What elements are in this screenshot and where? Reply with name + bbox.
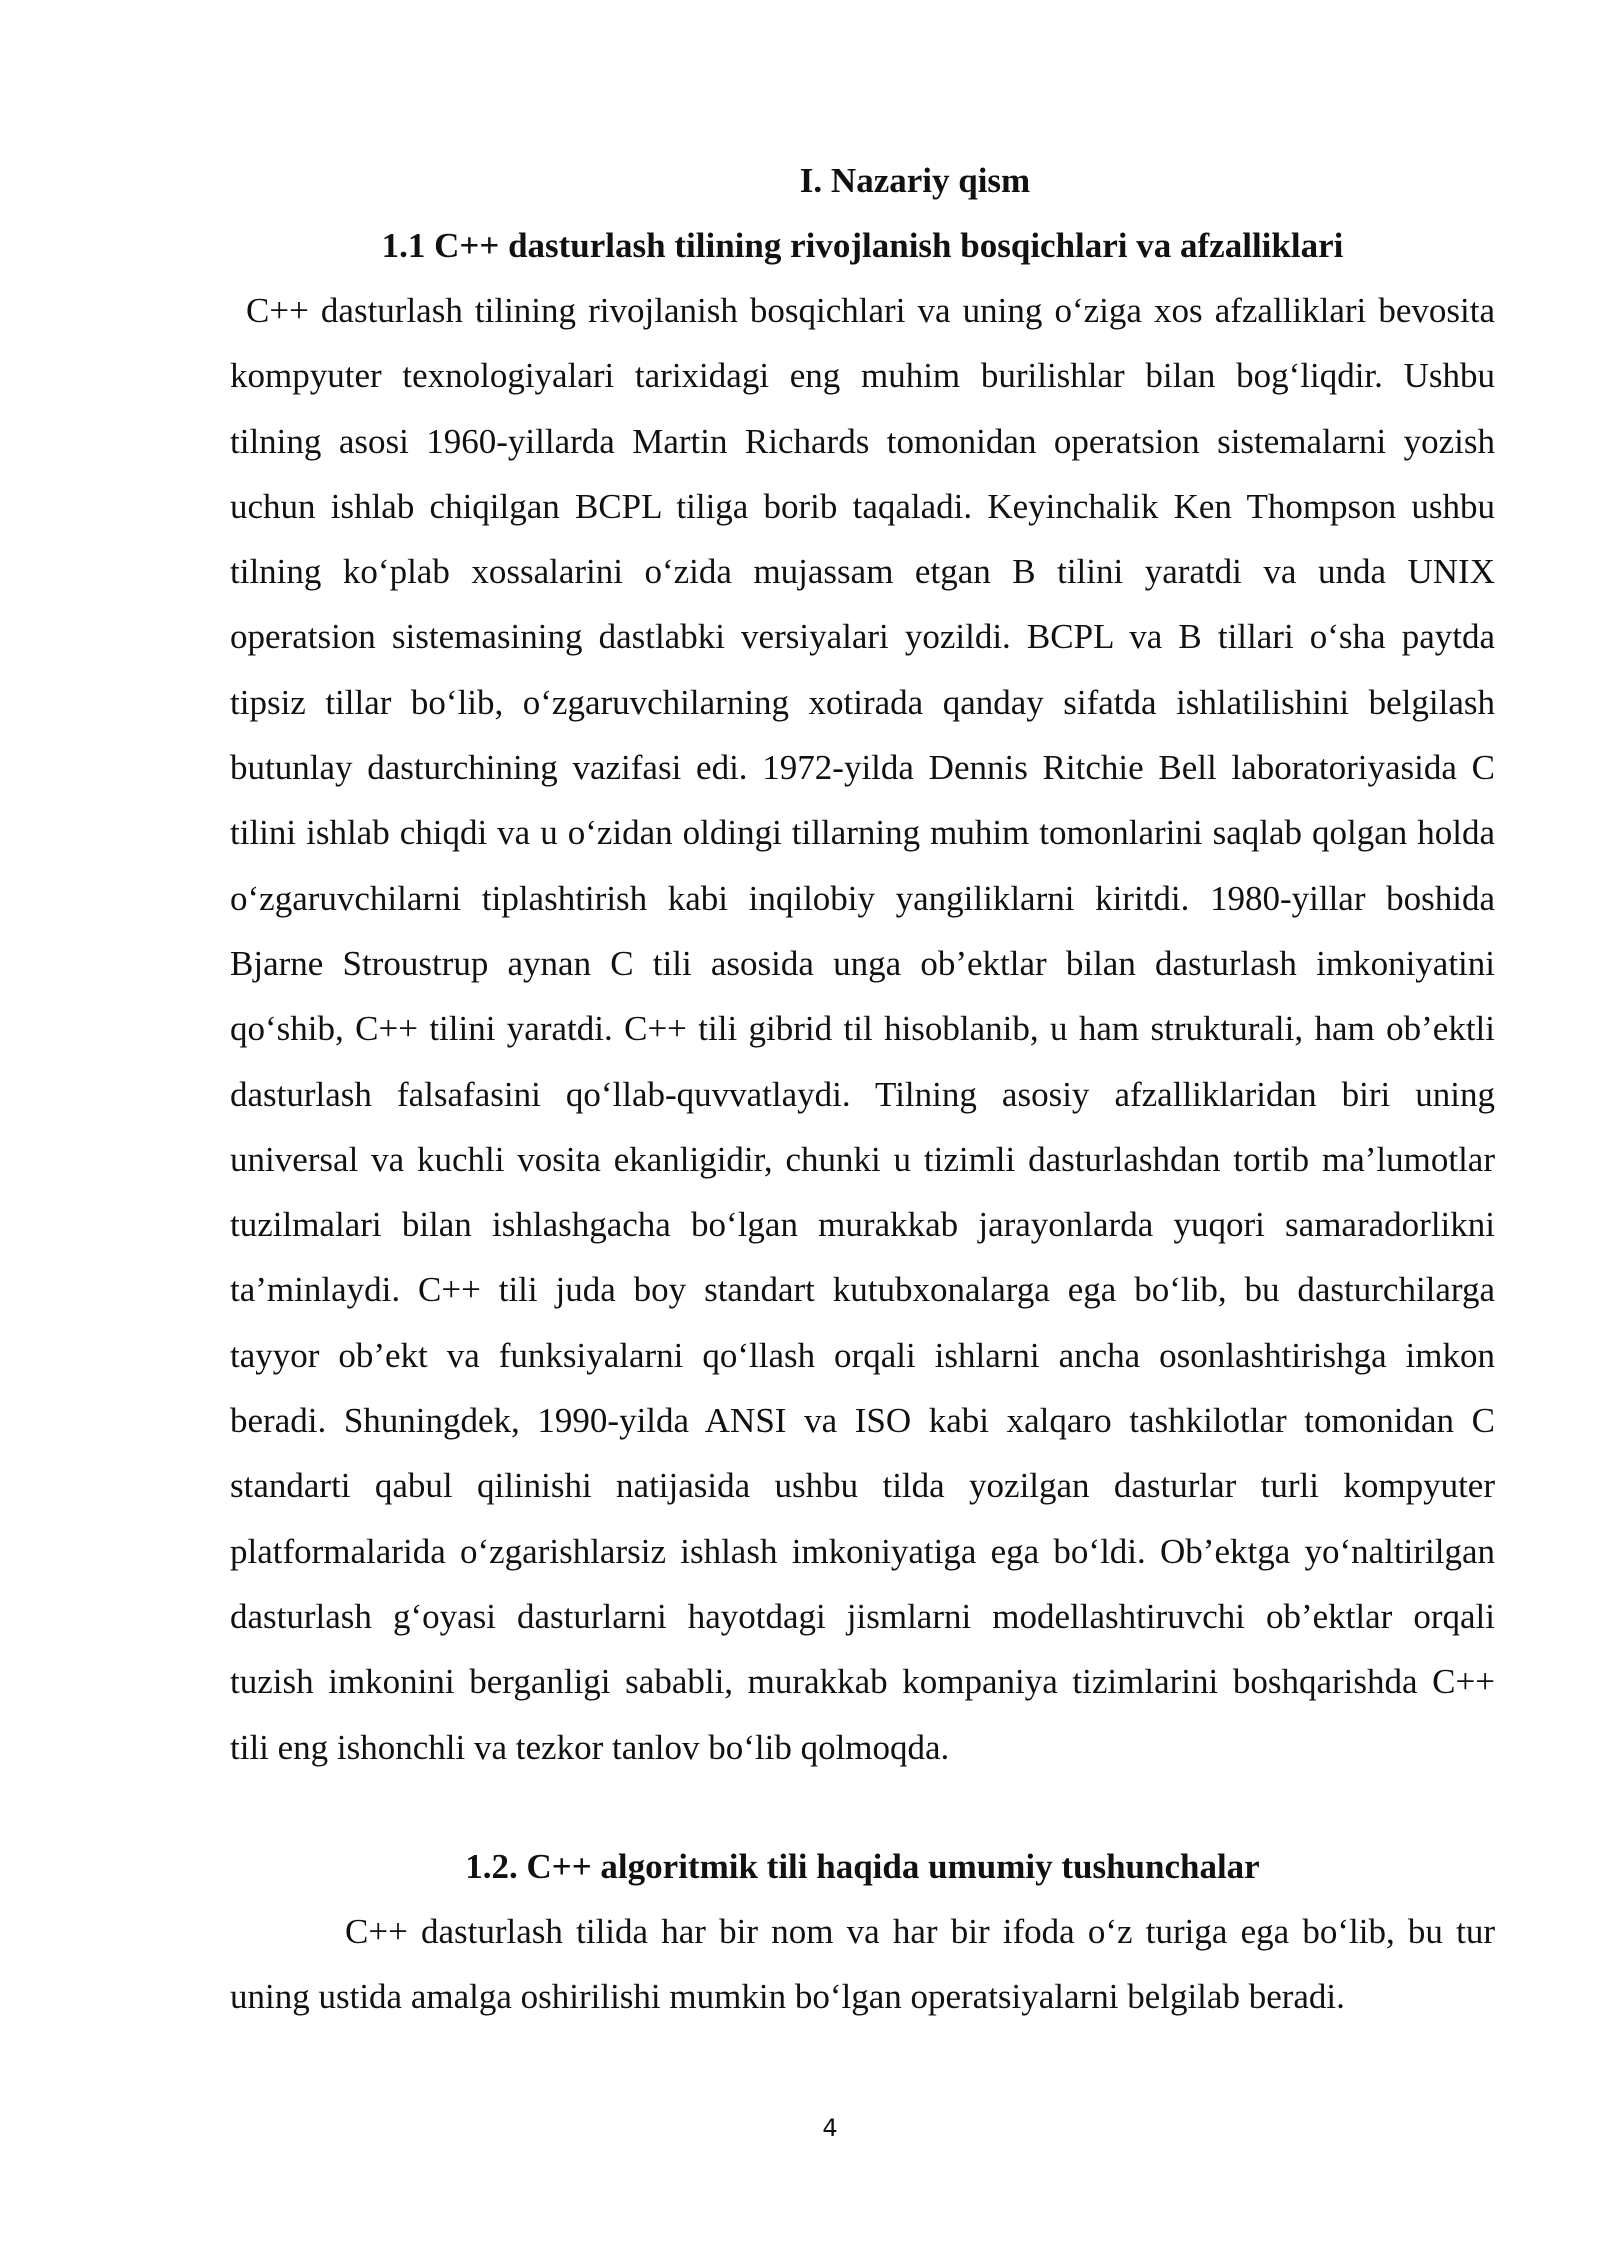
part-title: I. Nazariy qism	[799, 161, 1031, 200]
section-1-1-paragraph: C++ dasturlash tilining rivojlanish bosqichlari va uning o‘ziga xos afzalliklari bevosita kompyuter texnologiyalari tarixidagi eng muhim burilishlar bilan bog‘liqdir. Ushbu tilning asosi 1960-yillarda Martin Richards tomonidan operatsion sistemalarni yozish uchun ishlab chiqilgan BCPL tiliga borib taqaladi. Keyinchalik Ken Thompson ushbu tilning ko‘plab xossalarini o‘zida mujassam etgan B tilini yaratdi va unda UNIX operatsion sistemasining dastlabki versiyalari yozildi. BCPL va B tillari o‘sha paytda tipsiz tillar bo‘lib, o‘zgaruvchilarning xotirada qanday sifatda ishlatilishini belgilash butunlay dasturchining vazifasi edi. 1972-yilda Dennis Ritchie Bell laboratoriyasida C tilini ishlab chiqdi va u o‘zidan oldingi tillarning muhim tomonlarini saqlab qolgan holda o‘zgaruvchilarni tiplashtirish kabi inqilobiy yangiliklarni kiritdi. 1980-yillar boshida Bjarne Stroustrup aynan C tili asosida unga ob’ektlar bilan dasturlash imkoniyatini qo‘shib, C++ tilini yaratdi. C++ tili gibrid til hisoblanib, u ham strukturali, ham ob’ektli dasturlash falsafasini qo‘llab-quvvatlaydi. Tilning asosiy afzalliklaridan biri uning universal va kuchli vosita ekanligidir, chunki u tizimli dasturlashdan tortib ma’lumotlar tuzilmalari bilan ishlashgacha bo‘lgan murakkab jarayonlarda yuqori samaradorlikni ta’minlaydi. C++ tili juda boy standart kutubxonalarga ega bo‘lib, bu dasturchilarga tayyor ob’ekt va funksiyalarni qo‘llash orqali ishlarni ancha osonlashtirishga imkon beradi. Shuningdek, 1990-yilda ANSI va ISO kabi xalqaro tashkilotlar tomonidan C standarti qabul qilinishi natijasida ushbu tilda yozilgan dasturlar turli kompyuter platformalarida o‘zgarishlarsiz ishlash imkoniyatiga ega bo‘ldi. Ob’ektga yo‘naltirilgan dasturlash g‘oyasi dasturlarni hayotdagi jismlarni modellashtiruvchi ob’ektlar orqali tuzish imkonini berganligi sababli, murakkab kompaniya tizimlarini boshqarishda C++ tili eng ishonchli va tezkor tanlov bo‘lib qolmoqda.	[230, 291, 1495, 1767]
page-number: 4	[822, 2114, 838, 2142]
section-1-2-paragraph: C++ dasturlash tilida har bir nom va har bir ifoda o‘z turiga ega bo‘lib, bu tur uning ustida amalga oshirilishi mumkin bo‘lgan operatsiyalarni belgilab beradi.	[230, 1911, 1495, 2017]
section-spacer	[230, 1780, 1495, 1834]
section-title-1-1: 1.1 C++ dasturlash tilining rivojlanish bosqichlari va afzalliklari	[381, 226, 1344, 265]
page-content	[230, 148, 1495, 2029]
section-title-1-2: 1.2. C++ algoritmik tili haqida umumiy tushunchalar	[465, 1846, 1260, 1886]
